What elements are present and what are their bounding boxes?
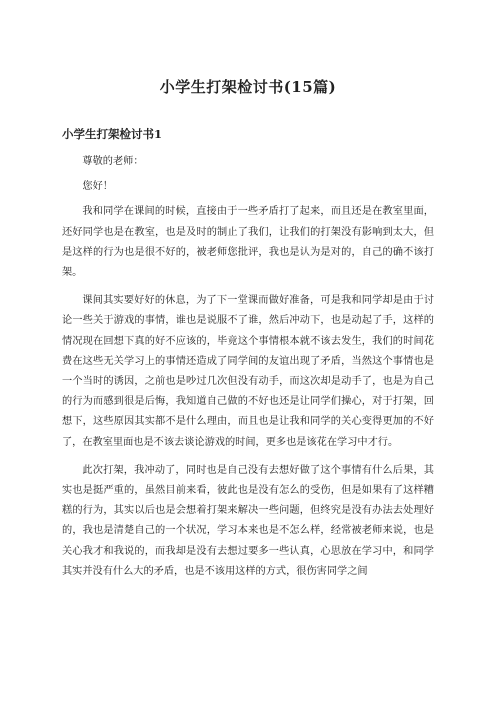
greeting: 您好！ [82, 181, 113, 193]
salutation: 尊敬的老师： [82, 156, 144, 167]
document-body [62, 152, 434, 590]
paragraph-3: 此次打架，我冲动了，同时也是自己没有去想好做了这个事情有什么后果，其实也是挺严重的，虽然目前来看，彼此也是没有怎么的受伤，但是如果有了这样糟糕的行为，其实以后也是会想着打架来解决一些问题，但终究是没有办法去处理好的，我也是清楚自己的一个状况，学习本来也是不怎么样，经常被老师来说，也是关心我才和我说的，而我却是没有去想过要多一些认真，心思放在学习中，和同学其实并没有什么大的矛盾，也是不该用这样的方式，很伤害同学之间 [62, 464, 434, 577]
paragraph-2: 课间其实要好好的休息，为了下一堂课而做好准备，可是我和同学却是由于讨论一些关于游戏的事情，谁也是说服不了谁，然后冲动下，也是动起了手，这样的情况现在回想下真的好不应该的，毕竟这个事情根本就不该去发生，我们的时间花费在这些无关学习上的事情还造成了同学间的友谊出现了矛盾，当然这个事情也是一个当时的诱因，之前也是吵过几次但没有动手，而这次却是动手了，也是为自己的行为而感到很是后悔，我知道自己做的不好也还是让同学们操心，对于打架，回想下，这些原因其实都不是什么理由，而且也是让我和同学的关心变得更加的不好了，在教室里面也是不该去谈论游戏的时间，更多也是该花在学习中才行。 [62, 295, 434, 448]
paragraph-1: 我和同学在课间的时候，直接由于一些矛盾打了起来，而且还是在教室里面，还好同学也是在教室，也是及时的制止了我们，让我们的打架没有影响到太大，但是这样的行为也是很不好的，被老师您批评，我也是认为是对的，自己的确不该打架。 [62, 206, 434, 279]
section-heading: 小学生打架检讨书1 [62, 127, 163, 141]
document-title: 小学生打架检讨书(15篇) [159, 78, 337, 96]
